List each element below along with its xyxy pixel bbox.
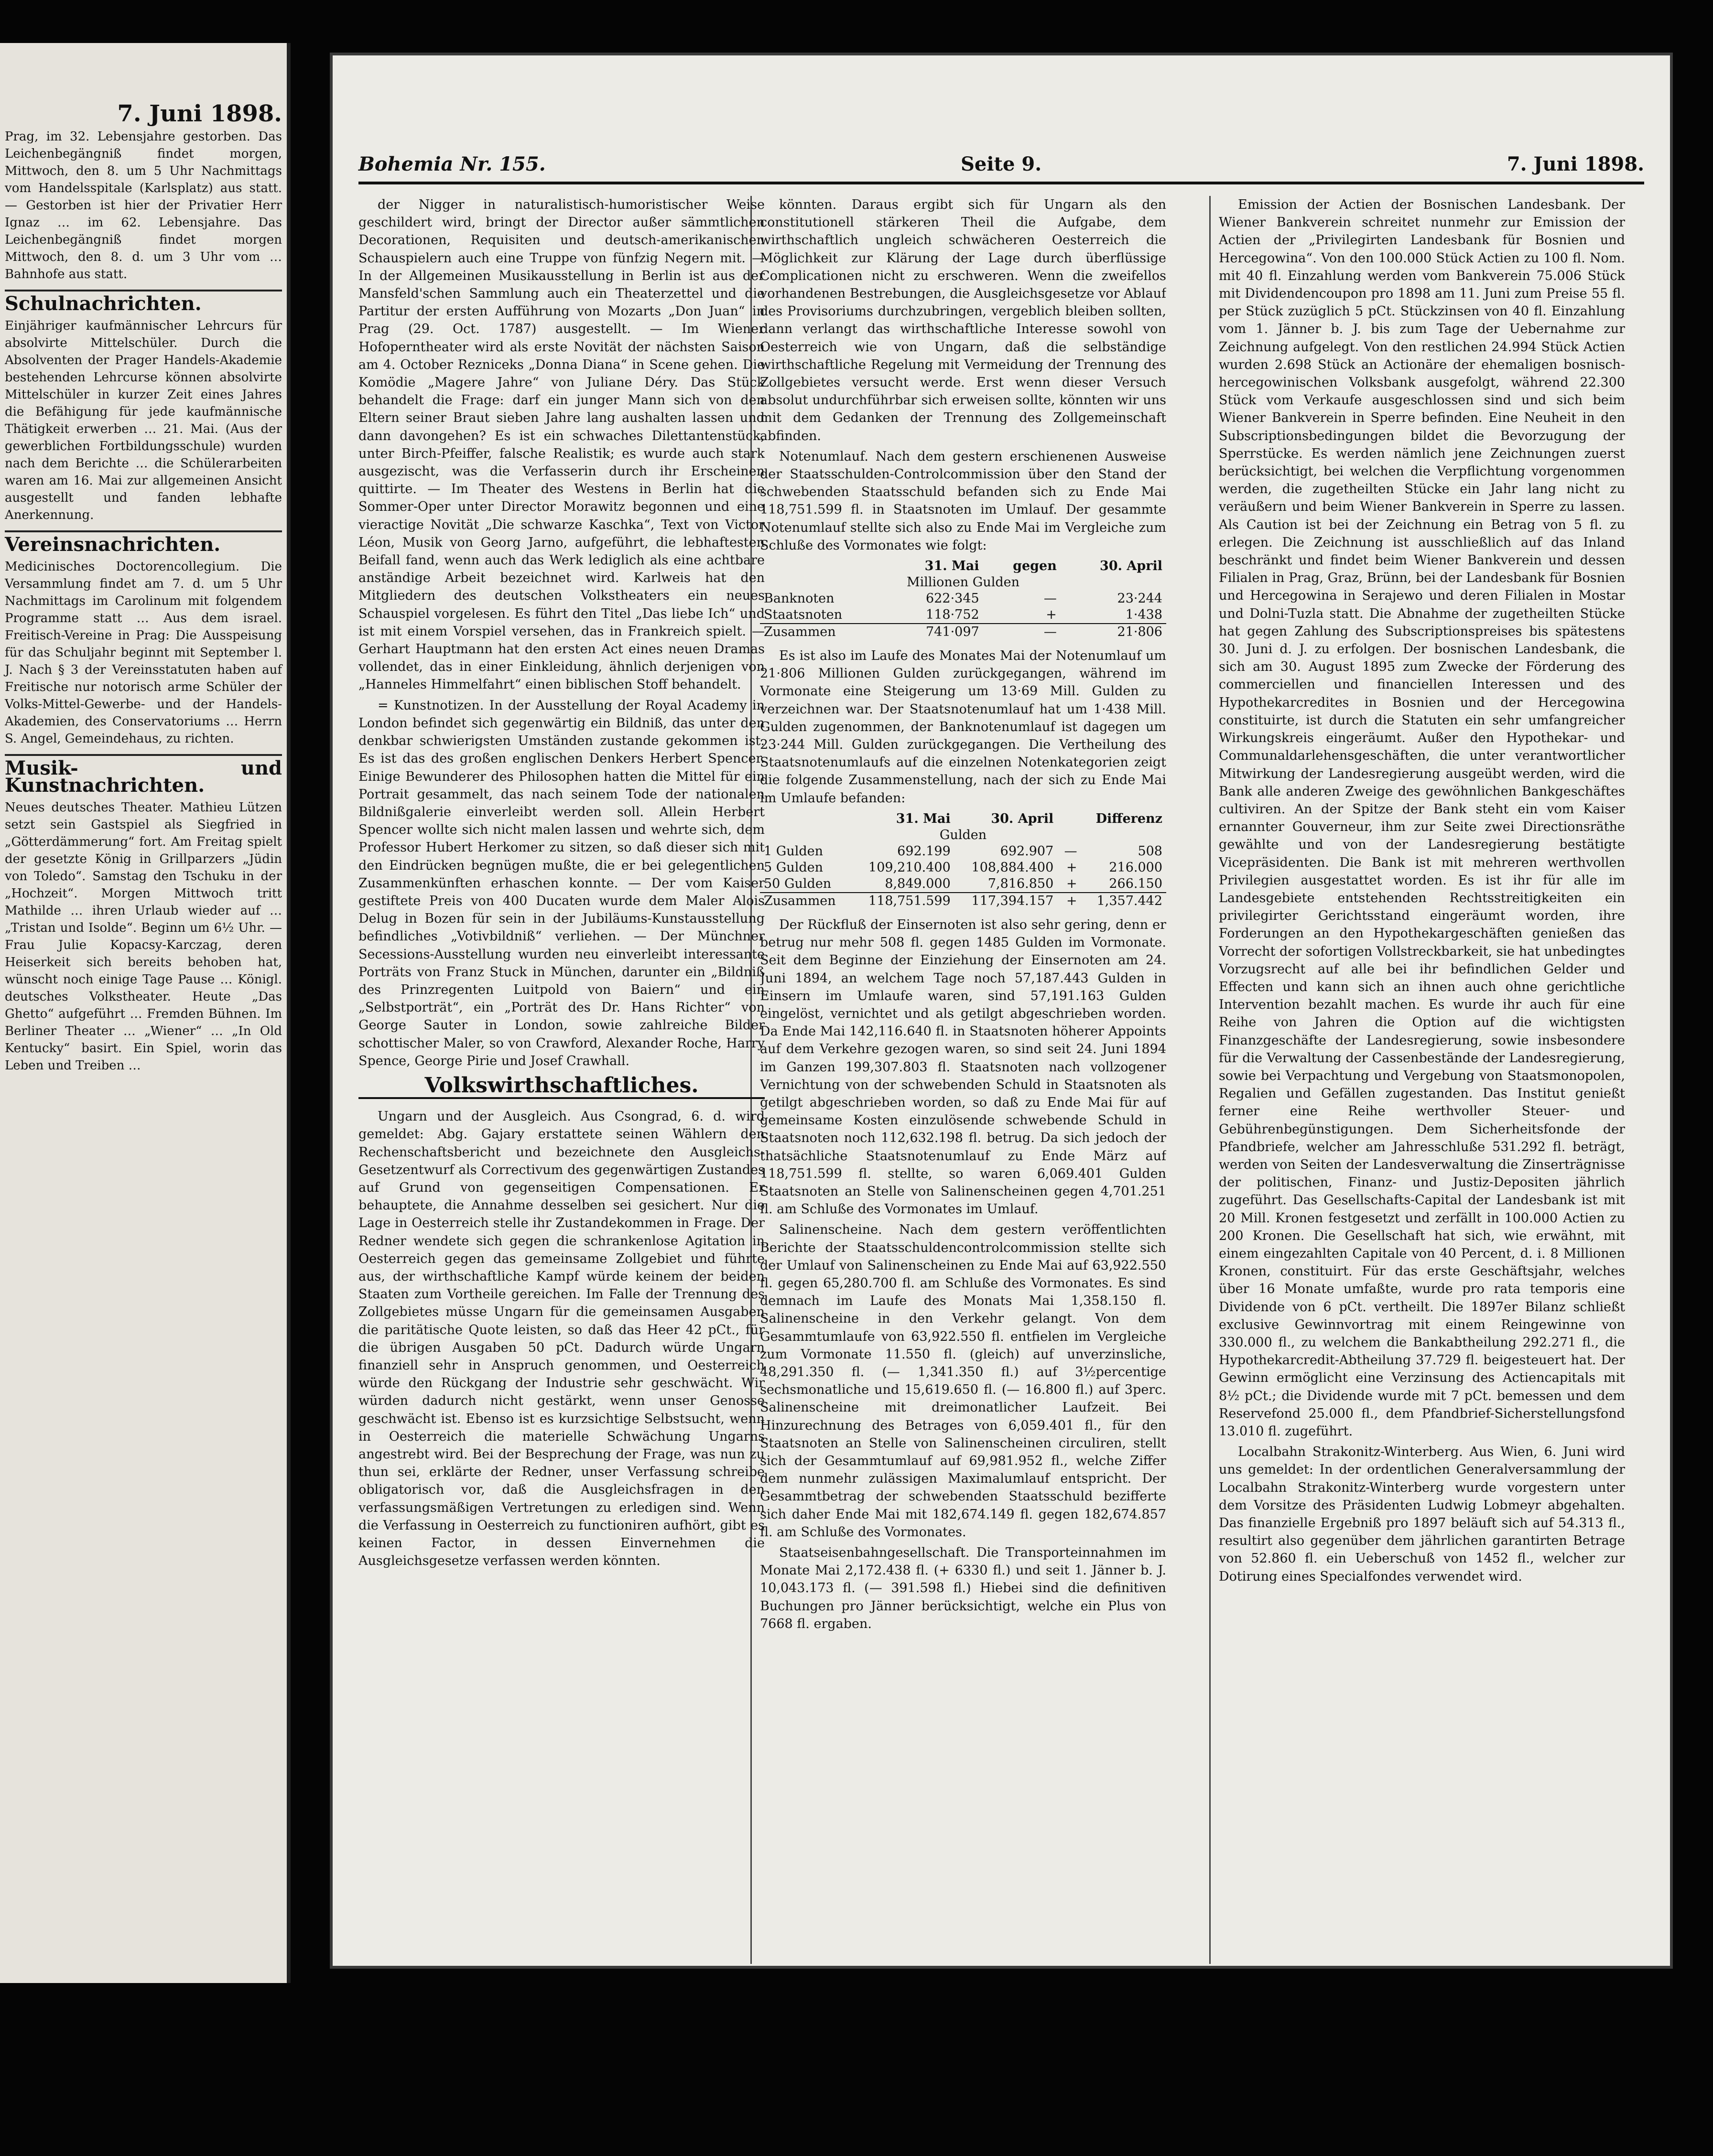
table-cell: 23·244 (1117, 591, 1162, 606)
table-cell: 50 Gulden (764, 876, 832, 891)
table-cell: + (1046, 607, 1057, 623)
salinenscheine: Salinenscheine. Nach dem gestern veröffentlichten Berichte der Staatsschuldencontrolcommission stellte sich der Umlauf von Salinenscheinen zu Ende Mai auf 63,922.550 fl. gegen 65,280.700 fl. am Schluße des Vormonates. Es sind demnach im Laufe des Monats Mai 1,358.150 fl. Salinenscheine in den Verkehr gelangt. Von dem Gesammtumlaufe von 63,922.550 fl. entfielen im Vergleiche zum Vormonate 11.550 fl. (gleich) auf unverzinsliche, 48,291.350 fl. (— 1,341.350 fl.) auf 3½percentige sechsmonatliche und 15,619.650 fl. (— 16.800 fl.) auf 3perc. Salinenscheine mit dreimonatlicher Laufzeit. Bei Hinzurechnung des Betrages von 6,059.401 fl., für den Staatsnoten an Stelle von Salinenscheinen circuliren, stellt sich der Gesammtumlauf auf 69,981.952 fl., welche Ziffer dem nunmehr zulässigen Maximalumlauf entspricht. Der Gesammtbetrag der schwebenden Staatsschuld bezifferte sich daher Ende Mai mit 182,674.149 fl. gegen 182,674.857 fl. am Schluße des Vormonates. (760, 1222, 1166, 1540)
verein-text: Medicinisches Doctorencollegium. Die Versammlung findet am 7. d. um 5 Uhr Nachmittags im Carolinum mit folgendem Programme statt … Aus dem israel. Freitisch-Vereine in Prag: Die Ausspeisung für das Schuljahr beginnt mit September l. J. Nach § 3 der Vereinsstatuten haben auf Freitische nur notorisch arme Schüler der Volks-Mittel-Gewerbe- und der Handels-Akademien, des Conservatoriums … Herrn S. Angel, Gemeindehaus, zu richten. (5, 560, 282, 746)
table-cell: Zusammen (764, 893, 836, 908)
table-cell: 508 (1138, 843, 1162, 859)
table-cell: — (1064, 843, 1077, 859)
table-cell: — (1043, 625, 1057, 640)
table-header (1057, 811, 1081, 827)
table-cell: 7,816.850 (987, 876, 1054, 891)
einsernoten: Der Rückfluß der Einsernoten ist also sehr gering, denn er betrug nur mehr 508 fl. gegen 1485 Gulden im Vormonate. Seit dem Beginne der Einziehung der Einsernoten am 24. Juni 1894, an welchem Tage noch 57,187.443 Gulden in Einsern im Umlaufe waren, sind 57,191.163 Gulden eingelöst, vernichtet und als getilgt abgeschrieben worden. Da Ende Mai 142,116.640 fl. in Staatsnoten höherer Appoints auf dem Verkehre gezogen waren, so sind seit 24. Juni 1894 im Ganzen 199,307.803 fl. Staatsnoten nach vollzogener Vernichtung von der schwebenden Schuld in Staatsnoten als getilgt abgeschrieben worden, so daß zu Ende Mai für auf gemeinsame Kosten einzulösende schwebende Schuld in Staatsnoten noch 112,632.198 fl. betrug. Da sich jedoch der thatsächliche Staatsnotenumlauf zu Ende März auf 118,751.599 fl. stellte, so waren 6,069.401 Gulden Staatsnoten an Stelle von Salinenscheinen gegen 4,701.251 fl. am Schluße des Vormonates im Umlauf. (760, 917, 1166, 1217)
newspaper-page (330, 53, 1673, 1969)
column-1 (358, 196, 765, 1954)
table-row (760, 876, 1166, 893)
school-text: Einjähriger kaufmännischer Lehrcurs für absolvirte Mittelschüler. Durch die Absolventen der Prager Handels-Akademie bestehenden Lehrcurse können absolvirte Mittelschüler in kurzer Zeit eines Jahres die Befähigung für jede kaufmännische Thätigkeit erwerben … 21. Mai. (Aus der gewerblichen Fortbildungsschule) wurden nach dem Berichte … die Schülerarbeiten waren am 16. Mai zur allgemeinen Ansicht ausgestellt und fanden lebhafte Anerkennung. (5, 319, 282, 522)
left-facing-page (0, 43, 291, 1983)
table-header: 30. April (1100, 559, 1162, 574)
table-cell: 118,751.599 (868, 893, 951, 908)
table-cell: Zusammen (764, 625, 836, 640)
table-cell: + (1066, 860, 1077, 875)
masthead: Bohemia Nr. 155. (358, 153, 546, 175)
table-row (760, 591, 1166, 607)
table-row (760, 843, 1166, 860)
column-rule (1209, 196, 1211, 1964)
table-header: gegen (1013, 559, 1057, 574)
table-header: 30. April (991, 811, 1054, 826)
theater-news: der Nigger in naturalistisch-humoristischer Weise geschildert wird, bringt der Director außer sämmtlichen Decorationen, Requisiten und deutsch-amerikanischen Schauspielern auch eine Truppe von fünfzig Negern mit. — In der Allgemeinen Musikausstellung in Berlin ist aus der Mansfeld'schen Sammlung auch ein Theaterzettel und die Partitur der ersten Aufführung von Mozarts „Don Juan“ in Prag (29. Oct. 1787) ausgestellt. — Im Wiener Hofoperntheater wird als erste Novität der nächsten Saison am 4. October Rezniceks „Donna Diana“ in Scene gehen. Die Komödie „Magere Jahre“ von Juliane Déry. Das Stück behandelt die Frage: darf ein junger Mann sich von den Eltern seiner Braut sieben Jahre lang aushalten lassen und dann davongehen? Es ist ein schwaches Dilettantenstück, unter Birch-Pfeiffer, falsche Realistik; es wurde auch stark ausgezischt, was die Verfasserin durch ihr Erscheinen quittirte. — Im Theater des Westens in Berlin hat die Sommer-Oper unter Director Morawitz begonnen und eine vieractige Novität „Die schwarze Kaschka“, Text von Victor Léon, Musik von Georg Jarno, aufgeführt, die lebhaftesten Beifall fand, wenn auch das Werk lediglich als eine achtbare anständige Arbeit bezeichnet wird. Karlweis hat den Mitgliedern des deutschen Volkstheaters ein neues Schauspiel vorgelesen. Es führt den Titel „Das liebe Ich“ und ist mit einem Vorspiel versehen, das in Frankreich spielt. — Gerhart Hauptmann hat den ersten Act eines neuen Dramas vollendet, das in einer Einkleidung, ähnlich derjenigen von „Hanneles Himmelfahrt“ einen biblischen Stoff behandelt. (358, 197, 765, 692)
table-cell: 8,849.000 (885, 876, 951, 891)
left-page-text (5, 100, 282, 1077)
table-cell: 692.907 (1000, 843, 1054, 859)
musik-text: Neues deutsches Theater. Mathieu Lützen setzt sein Gastspiel als Siegfried in „Götterdämmerung“ fort. Am Freitag spielt der gesetzte König in Grillparzers „Jüdin von Toledo“. Samstag den Tschuku in der „Hochzeit“. Morgen Mittwoch tritt Mathilde … ihren Urlaub wieder auf … „Tristan und Isolde“. Beginn um 6½ Uhr. — Frau Julie Kopacsy-Karczag, deren Heiserkeit sich bereits behoben hat, wünscht noch einige Tage Pause … Königl. deutsches Volkstheater. Heute „Das Ghetto“ aufgeführt … Fremden Bühnen. Im Berliner Theater … „Wiener“ … „In Old Kentucky“ basirt. Ein Spiel, worin das Leben und Treiben … (5, 800, 282, 1073)
table-cell: + (1066, 893, 1077, 908)
staatseisenbahn: Staatseisenbahngesellschaft. Die Transporteinnahmen im Monate Mai 2,172.438 fl. (+ 6330 fl.) und seit 1. Jänner b. J. 10,043.173 fl. (— 391.598 fl.) Hiebei sind die definitiven Buchungen pro Jänner berücksichtigt, welche ein Plus von 7668 fl. ergaben. (760, 1545, 1166, 1631)
ausgleich-cont: könnten. Daraus ergibt sich für Ungarn als den constitutionell stärkeren Theil die Aufgabe, dem wirthschaftlich ungleich schwächeren Oesterreich die Möglichkeit zur Klärung der Lage durch überflüssige Complicationen nicht zu erschweren. Wenn die zweifellos vorhandenen Bestrebungen, die Ausgleichsgesetze vor Ablauf des Provisoriums durchzubringen, vergeblich bleiben sollten, dann verlangt das wirthschaftliche Interesse sowohl von Oesterreich wie von Ungarn, daß die selbständige wirthschaftliche Regelung mit Vermeidung der Trennung des Zollgebietes versucht werde. Erst wenn dieser Versuch absolut undurchführbar sich erweisen sollte, könnten wir uns mit dem Gedanken der Trennung des Zollgemeinschaft abfinden. (760, 197, 1166, 443)
table-unit: Millionen Gulden (906, 575, 1020, 590)
page-header (358, 153, 1644, 184)
table-cell: 741·097 (926, 625, 979, 640)
table-row (760, 860, 1166, 876)
table-cell: 1·438 (1125, 607, 1162, 623)
table-cell: 108,884.400 (971, 860, 1054, 875)
obituary-text: Prag, im 32. Lebensjahre gestorben. Das Leichenbegängniß findet morgen, Mittwoch, den 8. um 5 Uhr Nachmittags vom Handelsspitale (Karlsplatz) aus statt. — Gestorben ist hier der Privatier Herr Ignaz … im 62. Lebensjahre. Das Leichenbegängniß findet morgen Mittwoch, den 8. d. um 3 Uhr vom … Bahnhofe aus statt. (5, 129, 282, 281)
table-header: 31. Mai (924, 559, 979, 574)
page-number: Seite 9. (961, 153, 1042, 175)
table-cell: 622·345 (926, 591, 979, 606)
table-header: 31. Mai (896, 811, 951, 826)
localbahn: Localbahn Strakonitz-Winterberg. Aus Wien, 6. Juni wird uns gemeldet: In der ordentlichen Generalversammlung der Localbahn Strakonitz-Winterberg wurde vorgestern unter dem Vorsitze des Präsidenten Ludwig Lobmeyr abgehalten. Das finanzielle Ergebniß pro 1897 beläuft sich auf 54.313 fl., resultirt also gegenüber dem jährlichen garantirten Betrage von 52.860 fl. ein Ueberschuß von 1452 fl., welcher zur Dotirung eines Specialfondes verwendet wird. (1219, 1445, 1625, 1584)
musik-heading: Musik- und Kunstnachrichten. (5, 754, 282, 794)
table-cell: + (1066, 876, 1077, 891)
table-row (760, 624, 1166, 640)
table-cell: 21·806 (1117, 625, 1162, 640)
table-cell: 109,210.400 (868, 860, 951, 875)
verein-heading: Vereinsnachrichten. (5, 530, 282, 553)
table-cell: 692.199 (897, 843, 951, 859)
landesbank-emission: Emission der Actien der Bosnischen Landesbank. Der Wiener Bankverein schreitet nunmehr zur Emission der Actien der „Privilegirten Landesbank für Bosnien und Hercegowina“. Von den 100.000 Stück Actien zu 100 fl. Nom. mit 40 fl. Einzahlung werden vom Bankverein 75.006 Stück mit Dividendencoupon pro 1898 am 11. Juni zum Preise 55 fl. per Stück zuzüglich 5 pCt. Stückzinsen von 40 fl. Einzahlung vom 1. Jänner b. J. bis zum Tage der Uebernahme zur Zeichnung aufgelegt. Von den restlichen 24.994 Stück Actien wurden 2.698 Stück an Actionäre der ehemaligen bosnisch-hercegowinischen Volksbank ausgefolgt, während 22.300 Stück vom Verkaufe ausgeschlossen sind und sich beim Wiener Bankverein in Sperre befinden. Eine Neuheit in den Subscriptionsbedingungen bildet die Bevorzugung der Sperrstücke. Es werden nämlich jene Zeichnungen zuerst berücksichtigt, bei welchen die Verpflichtung vorgenommen werden, die zugetheilten Stücke ein Jahr lang nicht zu veräußern und beim Wiener Bankverein in Sperre zu lassen. Als Caution ist bei der Zeichnung ein Betrag von 5 fl. zu erlegen. Die Zeichnung ist ausschließlich auf das Inland beschränkt und findet beim Wiener Bankverein und dessen Filialen in Prag, Graz, Brünn, bei der Landesbank für Bosnien und Hercegowina in Serajewo und deren Filialen in Mostar und Dolni-Tuzla statt. Die Abnahme der zugetheilten Stücke hat gegen Zahlung des Subscriptionspreises bis spätestens 30. Juni d. J. zu erfolgen. Der bosnischen Landesbank, die sich am 30. August 1895 zum Zwecke der Förderung des commerciellen und financiellen Interessen und des Hypothekarcredites in Bosnien und der Hercegowina constituirte, ist durch die Statuten ein sehr umfangreicher Wirkungskreis eingeräumt. Außer den Hypothekar- und Communaldarlehensgeschäften, die unter verantwortlicher Mitwirkung der Landesregierung ausgeübt werden, wird die Bank alle anderen Zweige des gewöhnlichen Bankgeschäftes cultiviren. An der Spitze der Bank steht ein vom Kaiser ernannter Gouverneur, ihm zur Seite zwei Directionsräthe gewählte und von der Landesregierung bestätigte Vicepräsidenten. Die Bank ist mit mehreren werthvollen Privilegien ausgestattet worden. Es ist ihr für alle im Landesgebiete entstehenden Rechtsstreitigkeiten ein privilegirter Gerichtsstand eingeräumt worden, ihre Forderungen an den Hypothekargeschäften genießen das Vorrecht der sofortigen Vollstreckbarkeit, sie hat unbedingtes Vorzugsrecht auf alle bei ihr befindlichen Gelder und Effecten und kann sich an ihnen auch ohne gerichtliche Intervention bezahlt machen. Es wurde ihr auch für eine Reihe von Jahren die Option auf die wichtigsten Finanzgeschäfte der Landesregierung, sowie insbesondere für die Verwaltung der Cassenbestände der Landesregierung, sowie bei Verpachtung und Vergebung von Staatsmonopolen, Regalien und Gefällen zugestanden. Das Institut genießt ferner eine Reihe werthvoller Steuer- und Gebührenbegünstigungen. Dem Sicherheitsfonde der Pfandbriefe, welcher am Jahresschluße 531.292 fl. beträgt, werden von Seiten der Landesverwaltung die Zinserträgnisse der politischen, Finanz- und Justiz-Depositen jährlich zugeführt. Das Gesellschafts-Capital der Landesbank ist mit 20 Mill. Kronen festgesetzt und zerfällt in 100.000 Actien zu 200 Kronen. Die Gesellschaft hat sich, wie erwähnt, mit einem eingezahlten Capitale von 40 Percent, d. i. 8 Millionen Kronen, constituirt. Für das erste Geschäftsjahr, welches über 16 Monate umfaßte, wurde pro rata temporis eine Dividende von 6 pCt. vertheilt. Die 1897er Bilanz schließt exclusive Gewinnvortrag mit einem Reingewinne von 330.000 fl., zu welchem die Bankabtheilung 292.271 fl., die Hypothekarcredit-Abtheilung 37.729 fl. beigesteuert hat. Der Gewinn ermöglicht eine Verzinsung des Actiencapitals mit 8½ pCt.; die Dividende wurde mit 7 pCt. bemessen und dem Reservefond 25.000 fl., dem Pfandbrief-Sicherstellungsfond 13.010 fl. zugeführt. (1219, 197, 1625, 1439)
table-header: Differenz (1095, 811, 1162, 826)
notenumlauf-table (760, 558, 1166, 640)
table-row (760, 607, 1166, 624)
notenumlauf-cont: Es ist also im Laufe des Monates Mai der Notenumlauf um 21·806 Millionen Gulden zurückgegangen, während im Vormonate eine Steigerung um 13·69 Mill. Gulden zu verzeichnen war. Der Staatsnotenumlauf hat um 1·438 Mill. Gulden zugenommen, der Banknotenumlauf ist dagegen um 23·244 Mill. Gulden zurückgegangen. Die Vertheilung des Staatsnotenumlaufs auf die einzelnen Notenkategorien zeigt die folgende Zusammenstellung, nach der sich zu Ende Mai im Umlaufe befanden: (760, 648, 1166, 806)
notenkategorien-table (760, 811, 1166, 909)
table-cell: 1,357.442 (1096, 893, 1162, 908)
table-cell: — (1043, 591, 1057, 606)
table-cell: 266.150 (1109, 876, 1162, 891)
table-header (760, 558, 889, 574)
header-date: 7. Juni 1898. (1507, 153, 1644, 175)
notenumlauf: Notenumlauf. Nach dem gestern erschienenen Ausweise der Staatsschulden-Controlcommission über den Stand der schwebenden Staatsschuld befanden sich zu Ende Mai 118,751.599 fl. in Staatsnoten im Umlauf. Der gesammte Notenumlauf stellte sich also zu Ende Mai im Vergleiche zum Schluße des Vormonates wie folgt: (760, 449, 1166, 553)
table-cell: 118·752 (926, 607, 979, 623)
left-page-date: 7. Juni 1898. (117, 100, 282, 127)
table-header (760, 811, 851, 827)
table-cell: 216.000 (1109, 860, 1162, 875)
column-3 (1219, 196, 1625, 1954)
table-cell: Banknoten (764, 591, 835, 606)
table-cell: 5 Gulden (764, 860, 824, 875)
kunstnotizen: = Kunstnotizen. In der Ausstellung der Royal Academy in London befindet sich gegenwärtig ein Bildniß, das unter den denkbar schwierigsten Umständen zustande gekommen ist. Es ist das des großen englischen Denkers Herbert Spencer. Einige Bewunderer des Philosophen hatten die Mittel für ein Portrait gesammelt, das nach seinem Tode der nationalen Bildnißgalerie einverleibt werden soll. Allein Herbert Spencer wollte sich nicht malen lassen und wehrte sich, dem Professor Hubert Herkomer zu sitzen, so daß dieser sich mit den Eindrücken begnügen mußte, die er bei gelegentlichen Zusammenkünften erhaschen konnte. — Der vom Kaiser gestiftete Preis von 400 Ducaten wurde dem Maler Alois Delug in Bozen für sein in der Jubiläums-Kunstausstellung befindliches „Votivbildniß“ verliehen. — Der Münchner Secessions-Ausstellung wurden neu einverleibt interessante Porträts von Franz Stuck in München, darunter ein „Bildniß des Prinzregenten Luitpold von Baiern“ und ein „Selbstporträt“, ein „Porträt des Dr. Hans Richter“ von George Sauter in London, sowie zahlreiche Bilder schottischer Maler, so von Crawford, Alexander Roche, Harry Spence, George Pirie und Josef Crawhall. (358, 698, 765, 1068)
table-cell: 1 Gulden (764, 843, 824, 859)
column-2 (760, 196, 1166, 1954)
school-heading: Schulnachrichten. (5, 290, 282, 313)
ungarn-ausgleich: Ungarn und der Ausgleich. Aus Csongrad, 6. d. wird gemeldet: Abg. Gajary erstattete seinen Wählern den Rechenschaftsbericht und bezeichnete den Ausgleichs-Gesetzentwurf als Correctivum des gegenwärtigen Zustandes auf Grund von gegenseitigen Compensationen. Er behauptete, die Annahme desselben sei gesichert. Nur die Lage in Oesterreich stelle ihr Zustandekommen in Frage. Der Redner wendete sich gegen die schrankenlose Agitation in Oesterreich gegen das gemeinsame Zollgebiet und führte aus, der wirthschaftliche Kampf würde keinem der beiden Staaten zum Vortheile gereichen. Im Falle der Trennung des Zollgebietes müsse Ungarn für die gemeinsamen Ausgaben die paritätische Quote leisten, so daß das Heer 42 pCt., für die übrigen Ausgaben 50 pCt. Dadurch würde Ungarn finanziell sehr in Anspruch genommen, und Oesterreich würde den Rückgang der Industrie sehr geschwächt. Wir würden dadurch nicht gestärkt, wenn unser Genosse geschwächt ist. Ebenso ist es kurzsichtige Selbstsucht, wenn in Oesterreich die materielle Schwächung Ungarns angestrebt wird. Bei der Besprechung der Frage, was nun zu thun sei, erklärte der Redner, unser Verfassung schreibe obligatorisch vor, daß die Ausgleichsfragen in den verfassungsmäßigen Vertretungen zu erledigen sind. Wenn die Verfassung in Oesterreich zu functioniren aufhört, gibt es keinen Factor, in dessen Einvernehmen die Ausgleichsgesetze verfassen werden könnten. (358, 1109, 765, 1569)
table-cell: 117,394.157 (971, 893, 1054, 908)
section-heading: Volkswirthschaftliches. (358, 1077, 765, 1099)
table-cell: Staatsnoten (764, 607, 843, 623)
table-unit: Gulden (939, 827, 987, 842)
table-row (760, 893, 1166, 909)
